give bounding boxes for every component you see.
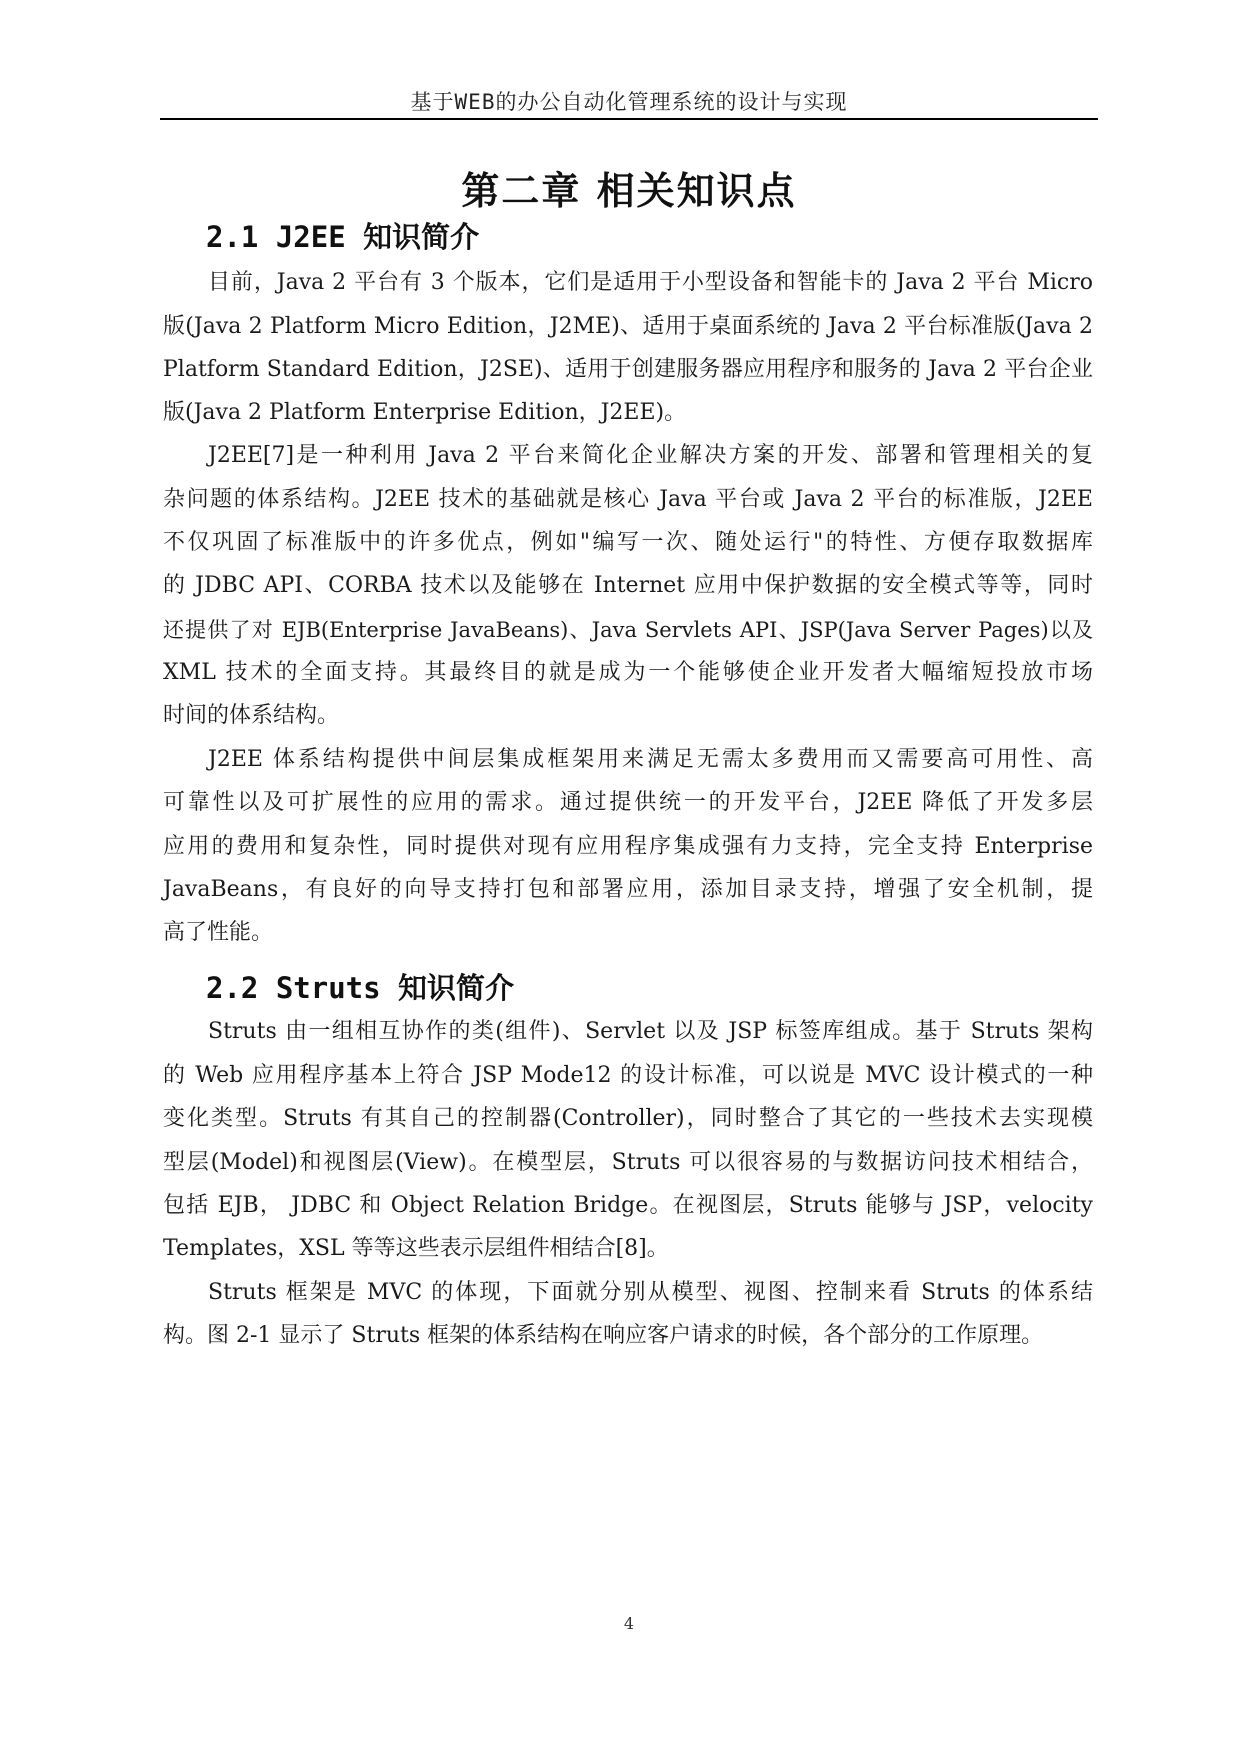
paragraph-line: Platform Standard Edition，J2SE)、适用于创建服务器应用程序和服务的 Java 2 平台企业: [163, 357, 1093, 382]
paragraph-line: 应用的费用和复杂性，同时提供对现有应用程序集成强有力支持，完全支持 Enterprise: [163, 834, 1093, 859]
paragraph-line: 版(Java 2 Platform Micro Edition，J2ME)、适用于桌面系统的 Java 2 平台标准版(Java 2: [163, 314, 1093, 339]
paragraph-line: 时间的体系结构。: [163, 703, 340, 728]
header-rule: [160, 118, 1098, 120]
paragraph-line: 高了性能。: [163, 920, 274, 945]
paragraph-line: 的 Web 应用程序基本上符合 JSP Mode12 的设计标准，可以说是 MVC 设计模式的一种: [163, 1063, 1093, 1088]
paragraph-line: 的 JDBC API、CORBA 技术以及能够在 Internet 应用中保护数据的安全模式等等，同时: [163, 573, 1094, 598]
paragraph-line: 变化类型。Struts 有其自己的控制器(Controller)，同时整合了其它的一些技术去实现模: [163, 1106, 1093, 1131]
page-number: 4: [623, 1614, 635, 1633]
paragraph-line: 版(Java 2 Platform Enterprise Edition，J2EE)。: [163, 400, 687, 425]
paragraph-line: 目前，Java 2 平台有 3 个版本，它们是适用于小型设备和智能卡的 Java 2 平台 Micro: [208, 270, 1093, 295]
paragraph-line: 不仅巩固了标准版中的许多优点，例如"编写一次、随处运行"的特性、方便存取数据库: [163, 530, 1093, 555]
paragraph-line: XML 技术的全面支持。其最终目的就是成为一个能够使企业开发者大幅缩短投放市场: [163, 660, 1093, 685]
paragraph-line: Templates，XSL 等等这些表示层组件相结合[8]。: [163, 1236, 669, 1261]
paragraph-line: J2EE 体系结构提供中间层集成框架用来满足无需太多费用而又需要高可用性、高: [208, 747, 1093, 772]
section-heading-2-1: 2.1 J2EE 知识简介: [206, 220, 480, 254]
paragraph-line: 杂问题的体系结构。J2EE 技术的基础就是核心 Java 平台或 Java 2 平台的标准版，J2EE: [163, 487, 1093, 512]
paragraph-line: 还提供了对 EJB(Enterprise JavaBeans)、Java Servlets API、JSP(Java Server Pages)以及: [163, 618, 1093, 642]
section-heading-2-2: 2.2 Struts 知识简介: [206, 971, 515, 1005]
paragraph-line: JavaBeans，有良好的向导支持打包和部署应用，添加目录支持，增强了安全机制，提: [163, 877, 1093, 902]
chapter-title: 第二章 相关知识点: [461, 169, 797, 213]
paragraph-line: Struts 由一组相互协作的类(组件)、Servlet 以及 JSP 标签库组成。基于 Struts 架构: [208, 1019, 1093, 1044]
paragraph-line: 型层(Model)和视图层(View)。在模型层，Struts 可以很容易的与数据访问技术相结合，: [163, 1150, 1093, 1175]
paragraph-line: J2EE[7]是一种利用 Java 2 平台来简化企业解决方案的开发、部署和管理相关的复: [208, 443, 1093, 468]
paragraph-line: Struts 框架是 MVC 的体现，下面就分别从模型、视图、控制来看 Struts 的体系结: [208, 1280, 1093, 1305]
paragraph-line: 可靠性以及可扩展性的应用的需求。通过提供统一的开发平台，J2EE 降低了开发多层: [163, 790, 1093, 815]
running-header: 基于WEB的办公自动化管理系统的设计与实现: [410, 90, 848, 114]
paragraph-line: 包括 EJB， JDBC 和 Object Relation Bridge。在视图层，Struts 能够与 JSP，velocity: [163, 1193, 1093, 1218]
paragraph-line: 构。图 2-1 显示了 Struts 框架的体系结构在响应客户请求的时候，各个部分的工作原理。: [163, 1323, 1044, 1348]
